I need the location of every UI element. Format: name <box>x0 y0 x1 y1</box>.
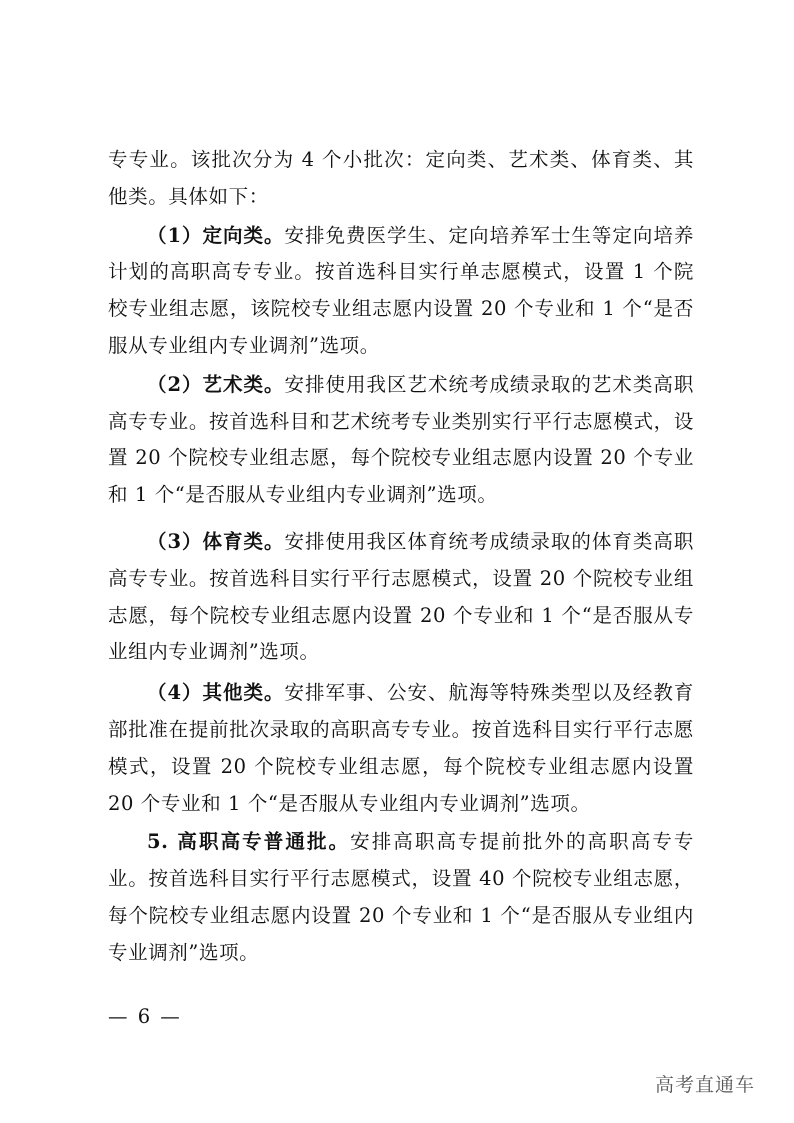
paragraph-text: 安排军事、公安、航海等特殊类型以及经教育部批准在提前批次录取的高职高专专业。按首选科目实行平行志愿模式，设置 20 个院校专业组志愿，每个院校专业组志愿内设置 20 个专业和 1 个“是否服从专业组内专业调剂”选项。 <box>108 681 694 815</box>
paragraph-heading: （2）艺术类。 <box>147 372 285 396</box>
paragraph-heading: （4）其他类。 <box>147 681 285 705</box>
watermark-text: 高考直通车 <box>655 1074 756 1096</box>
page-number: — 6 — <box>108 1005 182 1028</box>
paragraph-text: 安排使用我区体育统考成绩录取的体育类高职高专专业。按首选科目实行平行志愿模式，设置 20 个院校专业组志愿，每个院校专业组志愿内设置 20 个专业和 1 个“是否服从专业组内专业调剂”选项。 <box>108 529 694 664</box>
paragraph-text: 安排免费医学生、定向培养军士生等定向培养计划的高职高专专业。按首选科目实行单志愿模式，设置 1 个院校专业组志愿，该院校专业组志愿内设置 20 个专业和 1 个“是否服从专业组内专业调剂”选项。 <box>108 223 694 357</box>
paragraph-intro <box>108 142 694 216</box>
paragraph-text: 安排高职高专提前批外的高职高专专业。按首选科目实行平行志愿模式，设置 40 个院校专业组志愿，每个院校专业组志愿内设置 20 个专业和 1 个“是否服从专业组内专业调剂”选项。 <box>108 830 695 964</box>
paragraph-heading: （1）定向类。 <box>147 223 285 247</box>
document-body <box>108 142 694 972</box>
paragraph-other-category <box>108 675 694 822</box>
paragraph-vocational-general-batch <box>108 824 694 971</box>
paragraph-heading: （3）体育类。 <box>147 529 285 553</box>
paragraph-sports-category <box>108 524 694 671</box>
paragraph-art-category <box>108 367 694 514</box>
paragraph-heading: 5. 高职高专普通批。 <box>147 830 351 854</box>
paragraph-text: 安排使用我区艺术统考成绩录取的艺术类高职高专专业。按首选科目和艺术统考专业类别实行平行志愿模式，设置 20 个院校专业组志愿，每个院校专业组志愿内设置 20 个专业和 1 个“是否服从专业组内专业调剂”选项。 <box>108 372 694 507</box>
paragraph-directed-category <box>108 218 694 365</box>
paragraph-intro-text: 专专业。该批次分为 4 个小批次：定向类、艺术类、体育类、其他类。具体如下： <box>108 148 694 208</box>
